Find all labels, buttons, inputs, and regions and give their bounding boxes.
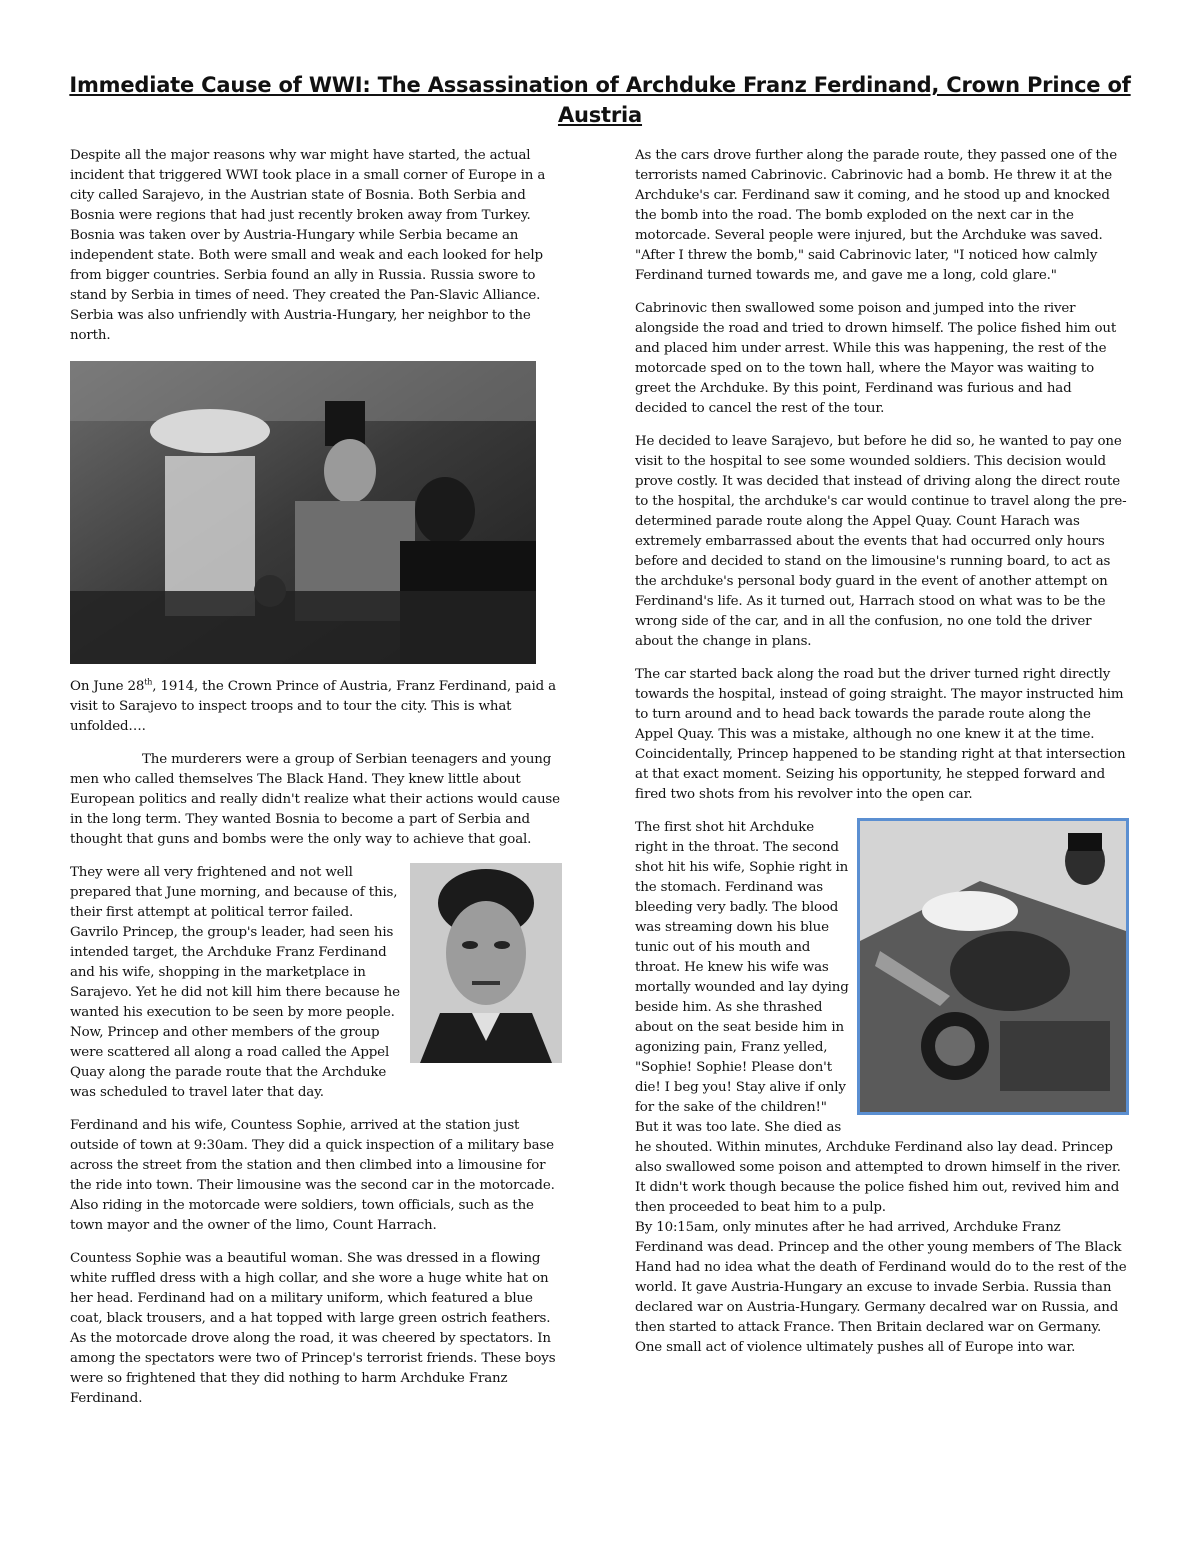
right-column bbox=[635, 146, 1127, 1358]
paragraph-wrong-turn: The car started back along the road but the driver turned right directly towards the hospital, instead of going straight. The mayor instructed him to turn around and to head back towards the parade route along the Appel Quay. This was a mistake, although no one knew it at the time. Coincidentally, Princep happened to be standing right at that intersection at that exact moment. Seizing his opportunity, he stepped forward and fired two shots from his revolver into the open car. bbox=[635, 667, 1126, 802]
photo-gavrilo-princip bbox=[410, 863, 562, 1063]
paragraph-intro: Despite all the major reasons why war might have started, the actual incident that triggered WWI took place in a small corner of Europe in a city called Sarajevo, in the Austrian state of Bosnia. Both Serbia and Bosnia were regions that had just recently broken away from Turkey. Bosnia was taken over by Austria-Hungary while Serbia became an independent state. Both were small and weak and each looked for help from bigger countries. Serbia found an ally in Russia. Russia swore to stand by Serbia in times of need. They created the Pan-Slavic Alliance. Serbia was also unfriendly with Austria-Hungary, her neighbor to the north. bbox=[70, 148, 546, 343]
paragraph-countess-sophie: Countess Sophie was a beautiful woman. She was dressed in a flowing white ruffled dress with a high collar, and she wore a huge white hat on her head. Ferdinand had on a military uniform, which featured a blue coat, black trousers, and a hat topped with large green ostrich feathers. As the motorcade drove along the road, it was cheered by spectators. In among the spectators were two of Princep's terrorist friends. These boys were so frightened that they did nothing to harm Archduke Franz Ferdinand. bbox=[70, 1251, 556, 1406]
paragraph-first-attempt: They were all very frightened and not well prepared that June morning, and because of this, their first attempt at political terror failed. Gavrilo Princep, the group's leader, had seen his intended target, the Archduke Franz Ferdinand and his wife, shopping in the marketplace in Sarajevo. Yet he did not kill him there because he wanted his execution to be seen by more people. Now, Princep and other members of the group were scattered all along a road called the Appel Quay along the parade route that the Archduke was scheduled to travel later that day. bbox=[70, 863, 562, 1103]
paragraph-cabrinovic-poison: Cabrinovic then swallowed some poison and jumped into the river alongside the road and tried to drown himself. The police fished him out and placed him under arrest. While this was happening, the rest of the motorcade sped on to the town hall, where the Mayor was waiting to greet the Archduke. By this point, Ferdinand was furious and had decided to cancel the rest of the tour. bbox=[635, 301, 1117, 416]
paragraph-shots: The first shot hit Archduke right in the throat. The second shot hit his wife, Sophie right in the stomach. Ferdinand was bleeding very badly. The blood was streaming down his blue tunic out of his mouth and throat. He knew his wife was mortally wounded and lay dying beside him. As she thrashed about on the seat beside him in agonizing pain, Franz yelled, "Sophie! Sophie! Please don't die! I beg you! Stay alive if only for the sake of the children!" But it was too late. She died as he shouted. Within minutes, Archduke Ferdinand also lay dead. Princep also swallowed some poison and attempted to drown himself in the river. It didn't work though because the police fished him out, revived him and then proceeded to beat him to a pulp. bbox=[635, 818, 1127, 1218]
illustration-assassination bbox=[857, 818, 1129, 1115]
paragraph-arrival: Ferdinand and his wife, Countess Sophie, arrived at the station just outside of town at 9:30am. They did a quick inspection of a military base across the street from the station and then climbed into a limousine for the ride into town. Their limousine was the second car in the motorcade. Also riding in the motorcade were soldiers, town officials, such as the town mayor and the owner of the limo, Count Harrach. bbox=[70, 1118, 555, 1233]
paragraph-conclusion: By 10:15am, only minutes after he had arrived, Archduke Franz Ferdinand was dead. Princep and the other young members of The Black Hand had no idea what the death of Ferdinand would do to the rest of the world. It gave Austria-Hungary an excuse to invade Serbia. Russia than declared war on Austria-Hungary. Germany decalred war on Russia, and then started to attack France. Then Britain declared war on Germany. One small act of violence ultimately pushes all of Europe into war. bbox=[635, 1220, 1127, 1355]
page-title: Immediate Cause of WWI: The Assassination of Archduke Franz Ferdinand, Crown Prince of Austria bbox=[69, 73, 1131, 127]
photo-archduke-and-sophie-in-car bbox=[70, 361, 536, 664]
left-column bbox=[70, 146, 562, 1409]
paragraph-bomb: As the cars drove further along the parade route, they passed one of the terrorists named Cabrinovic. Cabrinovic had a bomb. He threw it at the Archduke's car. Ferdinand saw it coming, and he stood up and knocked the bomb into the road. The bomb exploded on the next car in the motorcade. Several people were injured, but the Archduke was saved. "After I threw the bomb," said Cabrinovic later, "I noticed how calmly Ferdinand turned towards me, and gave me a long, cold glare." bbox=[635, 148, 1117, 283]
paragraph-june-28: On June 28th, 1914, the Crown Prince of Austria, Franz Ferdinand, paid a visit to Sarajevo to inspect troops and to tour the city. This is what unfolded…. bbox=[70, 677, 556, 734]
paragraph-hospital-visit: He decided to leave Sarajevo, but before he did so, he wanted to pay one visit to the hospital to see some wounded soldiers. This decision would prove costly. It was decided that instead of driving along the direct route to the hospital, the archduke's car would continue to travel along the pre-determined parade route along the Appel Quay. Count Harach was extremely embarrassed about the events that had occurred only hours before and decided to stand on the limousine's running board, to act as the archduke's personal body guard in the event of another attempt on Ferdinand's life. As it turned out, Harrach stood on what was to be the wrong side of the car, and in all the confusion, no one told the driver about the change in plans. bbox=[635, 434, 1127, 649]
paragraph-black-hand: The murderers were a group of Serbian teenagers and young men who called themselves The Black Hand. They knew little about European politics and really didn't realize what their actions would cause in the long term. They wanted Bosnia to become a part of Serbia and thought that guns and bombs were the only way to achieve that goal. bbox=[70, 752, 560, 847]
